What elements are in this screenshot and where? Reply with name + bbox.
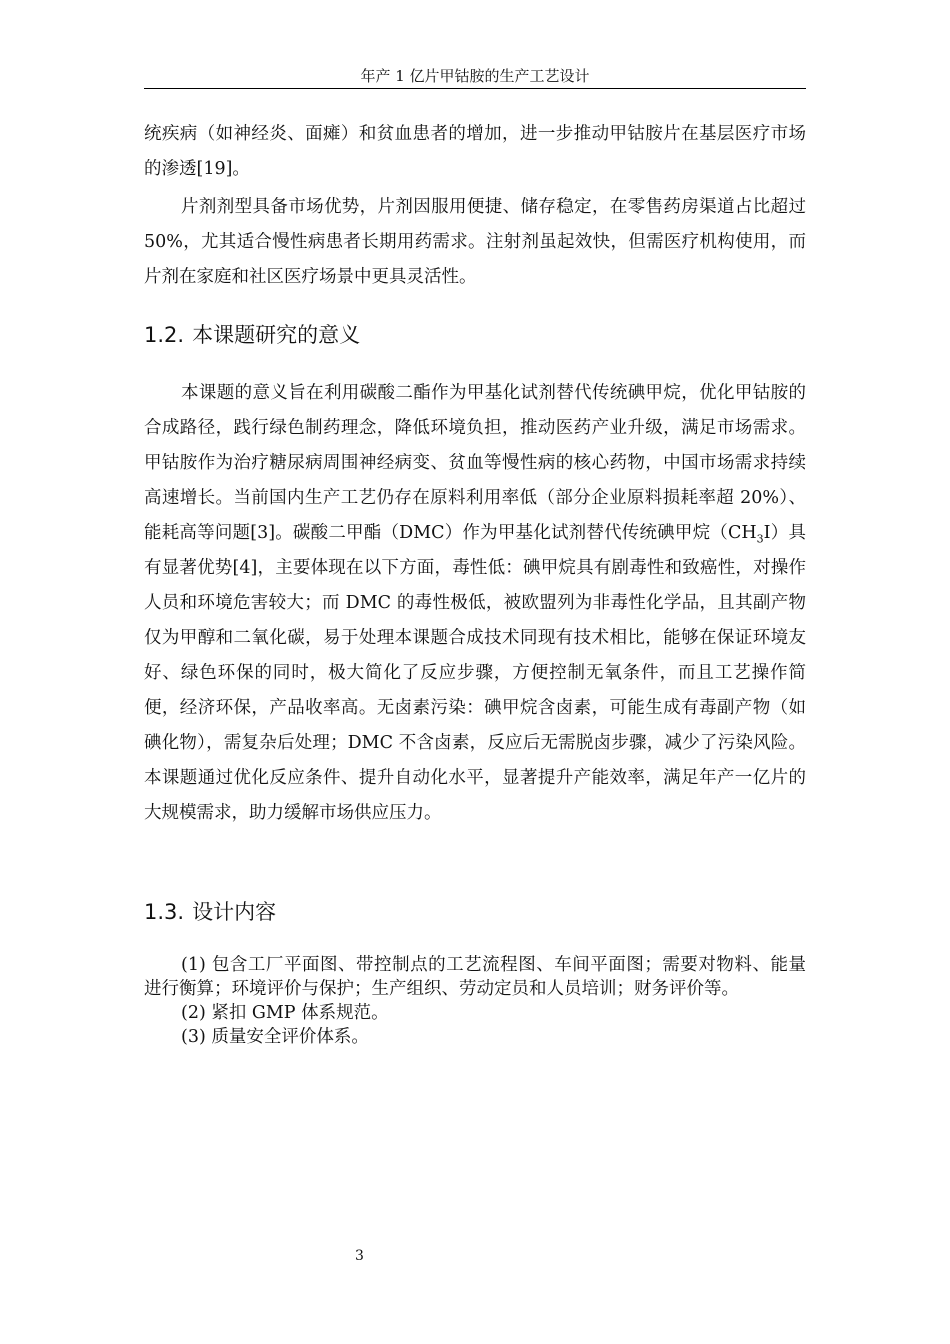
header-divider bbox=[144, 88, 806, 89]
list-item: (1) 包含工厂平面图、带控制点的工艺流程图、车间平面图；需要对物料、能量进行衡算；环境评价与保护；生产组织、劳动定员和人员培训；财务评价等。 bbox=[144, 955, 806, 999]
significance-text-b: I）具有显著优势[4]，主要体现在以下方面，毒性低：碘甲烷具有剧毒性和致癌性，对操作人员和环境危害较大；而 DMC 的毒性极低，被欧盟列为非毒性化学品，且其副产物仅为甲醇和二氧化碳，易于处理本课题合成技术同现有技术相比，能够在保证环境友好、绿色环保的同时，极大简化了反应步骤，方便控制无氧条件，而且工艺操作简便，经济环保，产品收率高。无卤素污染：碘甲烷含卤素，可能生成有毒副产物（如碘化物），需复杂后处理；DMC 不含卤素，反应后无需脱卤步骤，减少了污染风险。本课题通过优化反应条件、提升自动化水平，显著提升产能效率，满足年产一亿片的大规模需求，助力缓解市场供应压力。 bbox=[144, 523, 806, 823]
paragraph-continued: 统疾病（如神经炎、面瘫）和贫血患者的增加，进一步推动甲钴胺片在基层医疗市场的渗透[19]。 bbox=[144, 124, 806, 179]
paragraph-significance bbox=[144, 376, 806, 831]
subscript-3: 3 bbox=[756, 532, 764, 546]
design-content-list bbox=[144, 953, 806, 1049]
running-header: 年产 1 亿片甲钴胺的生产工艺设计 bbox=[360, 67, 590, 85]
section-heading-1-3 bbox=[144, 897, 276, 927]
section-title: 本课题研究的意义 bbox=[192, 323, 361, 347]
list-item: (3) 质量安全评价体系。 bbox=[181, 1027, 369, 1047]
significance-text-a: 本课题的意义旨在利用碳酸二酯作为甲基化试剂替代传统碘甲烷，优化甲钴胺的合成路径，践行绿色制药理念，降低环境负担，推动医药产业升级，满足市场需求。甲钴胺作为治疗糖尿病周围神经病变、贫血等慢性病的核心药物，中国市场需求持续高速增长。当前国内生产工艺仍存在原料利用率低（部分企业原料损耗率超 20%）、能耗高等问题[3]。碳酸二甲酯（DMC）作为甲基化试剂替代传统碘甲烷（CH bbox=[144, 383, 806, 543]
paragraph-tablet-advantage: 片剂剂型具备市场优势，片剂因服用便捷、储存稳定，在零售药房渠道占比超过 50%，尤其适合慢性病患者长期用药需求。注射剂虽起效快，但需医疗机构使用，而片剂在家庭和社区医疗场景中更具灵活性。 bbox=[144, 197, 806, 287]
list-item: (2) 紧扣 GMP 体系规范。 bbox=[181, 1003, 389, 1023]
section-heading-1-2 bbox=[144, 320, 360, 350]
page-number: 3 bbox=[355, 1248, 364, 1264]
section-title: 设计内容 bbox=[192, 900, 277, 924]
section-number: 1.2. bbox=[144, 323, 185, 347]
section-number: 1.3. bbox=[144, 900, 185, 924]
